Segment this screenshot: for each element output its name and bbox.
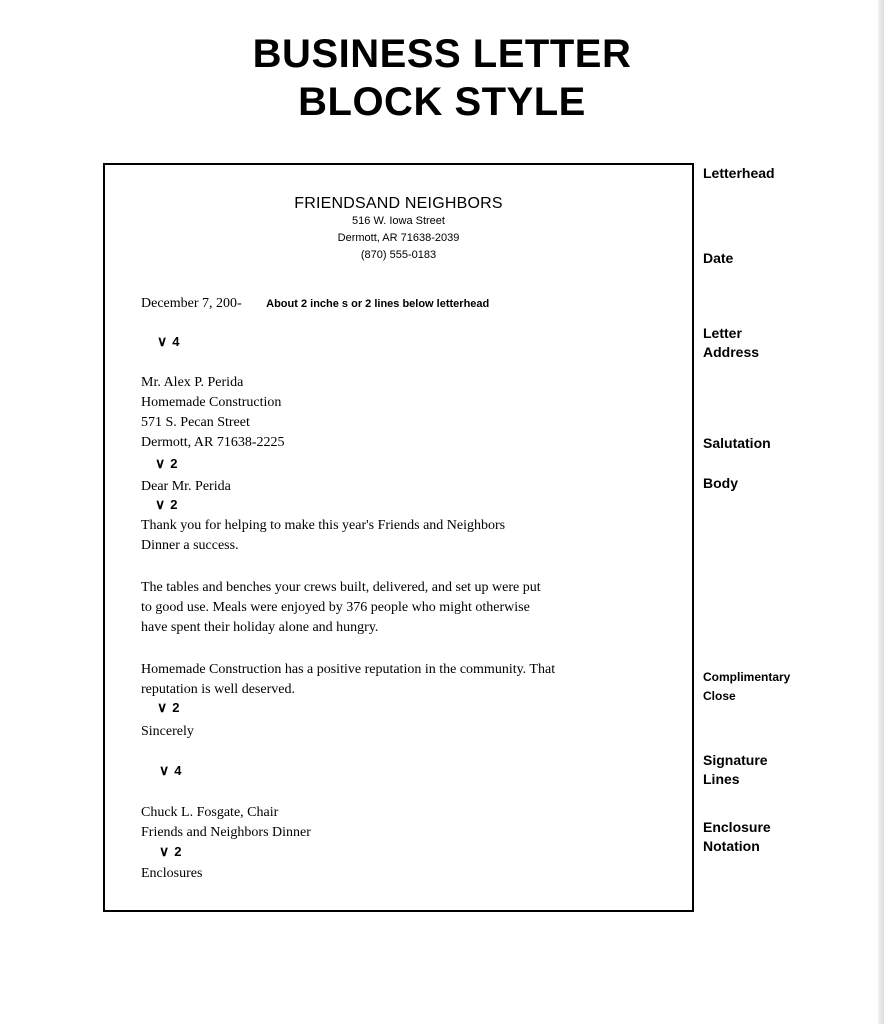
label-letter-address: Letter Address (703, 325, 760, 360)
spacer-count: 2 (170, 456, 178, 471)
date-line (141, 294, 489, 312)
body-line: Thank you for helping to make this year's Friends and Neighbors (141, 518, 506, 533)
letterhead-phone: (870) 555-0183 (360, 249, 437, 261)
label-signature-lines: Signature Lines (703, 752, 768, 787)
spacer-count: 4 (172, 334, 180, 349)
page-title-line-1: BUSINESS LETTER (252, 32, 632, 76)
body-line: to good use. Meals were enjoyed by 376 people who might otherwise (141, 600, 530, 615)
label-enclosure-notation: Enclosure Notation (703, 819, 771, 854)
down-arrow-icon: ∨ (157, 333, 168, 349)
body-line: Dinner a success. (141, 538, 239, 553)
letterhead-street: 516 W. Iowa Street (352, 215, 445, 227)
complimentary-close: Sincerely (141, 724, 194, 739)
address-line: 571 S. Pecan Street (141, 415, 250, 430)
down-arrow-icon: ∨ (159, 843, 170, 859)
down-arrow-icon: ∨ (155, 496, 166, 512)
line-spacer (157, 333, 179, 350)
body-paragraph (141, 516, 505, 556)
label-complimentary-close: Complimentary Close (703, 670, 791, 703)
label-salutation: Salutation (703, 435, 771, 451)
letterhead-name: FRIENDSAND NEIGHBORS (294, 195, 503, 212)
signature-line: Chuck L. Fosgate, Chair (141, 805, 279, 820)
body-line: Homemade Construction has a positive reputation in the community. That (141, 662, 556, 677)
line-spacer (157, 699, 179, 716)
address-line: Mr. Alex P. Perida (141, 375, 244, 390)
page-title (0, 30, 884, 126)
line-spacer (155, 496, 177, 513)
address-line: Homemade Construction (141, 395, 282, 410)
signature-line: Friends and Neighbors Dinner (141, 825, 311, 840)
spacer-count: 2 (172, 700, 180, 715)
spacer-count: 2 (170, 497, 178, 512)
letter-date: December 7, 200- (141, 296, 242, 311)
enclosure-notation: Enclosures (141, 866, 203, 881)
label-body: Body (703, 475, 738, 491)
down-arrow-icon: ∨ (159, 762, 170, 778)
body-line: The tables and benches your crews built, delivered, and set up were put (141, 580, 541, 595)
line-spacer (155, 455, 177, 472)
date-placement-note: About 2 inche s or 2 lines below letterhead (266, 298, 490, 310)
page-edge-shadow (878, 0, 884, 1024)
label-letterhead: Letterhead (703, 165, 775, 181)
line-spacer (159, 843, 181, 860)
down-arrow-icon: ∨ (155, 455, 166, 471)
page-title-line-2: BLOCK STYLE (298, 80, 586, 124)
letter-example-box (103, 163, 694, 912)
label-date: Date (703, 250, 734, 266)
body-line: reputation is well deserved. (141, 682, 295, 697)
down-arrow-icon: ∨ (157, 699, 168, 715)
body-line: have spent their holiday alone and hungry. (141, 620, 379, 635)
spacer-count: 4 (174, 763, 182, 778)
body-paragraph (141, 578, 541, 638)
signature-block (141, 803, 311, 843)
inside-address (141, 373, 285, 453)
letterhead-city: Dermott, AR 71638-2039 (337, 232, 460, 244)
salutation: Dear Mr. Perida (141, 479, 231, 494)
line-spacer (159, 762, 181, 779)
letterhead (105, 195, 692, 264)
spacer-count: 2 (174, 844, 182, 859)
address-line: Dermott, AR 71638-2225 (141, 435, 285, 450)
body-paragraph (141, 660, 555, 700)
